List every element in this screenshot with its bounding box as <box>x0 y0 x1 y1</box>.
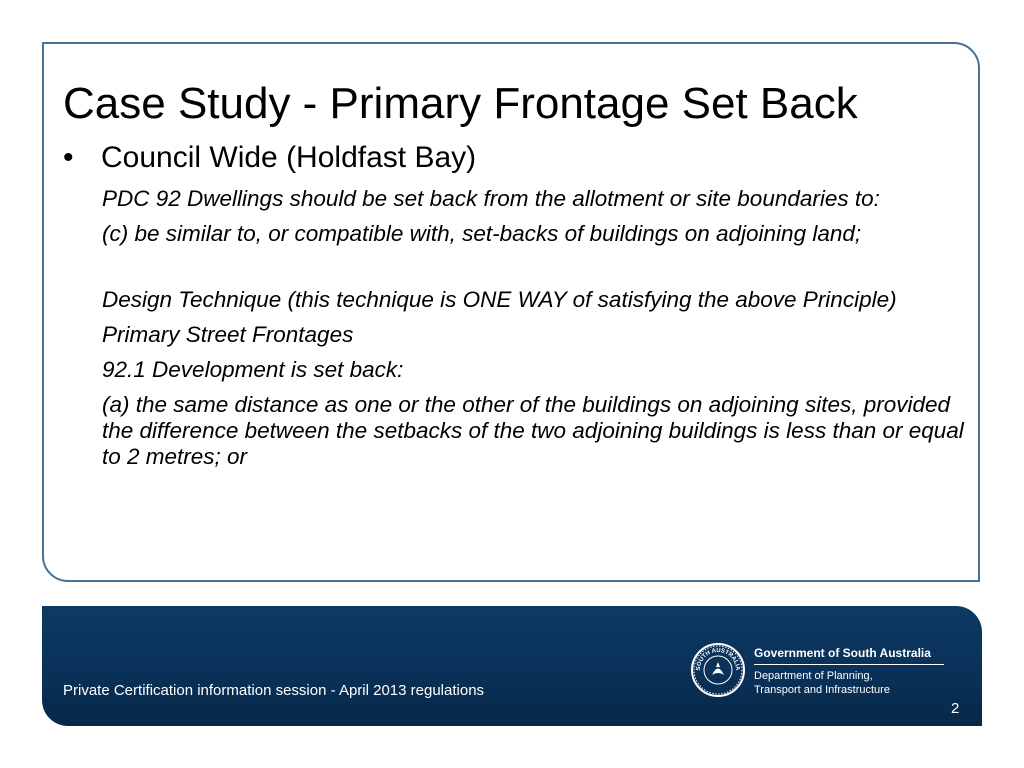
department-line-2: Transport and Infrastructure <box>754 684 890 696</box>
bullet-marker: • <box>63 141 74 174</box>
paragraph-design-technique: Design Technique (this technique is ONE WAY of satisfying the above Principle) <box>102 287 897 312</box>
page-number: 2 <box>951 700 960 717</box>
body-text <box>102 186 967 479</box>
bullet-text: Council Wide (Holdfast Bay) <box>101 141 477 174</box>
paragraph-primary-street-frontages: Primary Street Frontages <box>102 322 354 347</box>
south-australia-seal-icon <box>690 642 746 698</box>
paragraph-pdc: PDC 92 Dwellings should be set back from the allotment or site boundaries to: <box>102 186 880 211</box>
footer-caption: Private Certification information session - April 2013 regulations <box>63 682 485 699</box>
slide-title: Case Study - Primary Frontage Set Back <box>63 79 858 128</box>
paragraph-clause-c: (c) be similar to, or compatible with, set-backs of buildings on adjoining land; <box>102 221 862 246</box>
government-branding <box>754 646 944 697</box>
paragraph-development-set-back: 92.1 Development is set back: <box>102 357 404 382</box>
paragraph-clause-a: (a) the same distance as one or the other of the buildings on adjoining sites, provided the difference between the setbacks of the two adjoining buildings is less than or equal to 2 metres; or <box>102 392 964 469</box>
bullet-item <box>63 138 476 178</box>
seal-text: SOUTH AUSTRALIA <box>695 647 741 671</box>
government-name: Government of South Australia <box>754 646 944 665</box>
department-line-1: Department of Planning, <box>754 670 873 682</box>
